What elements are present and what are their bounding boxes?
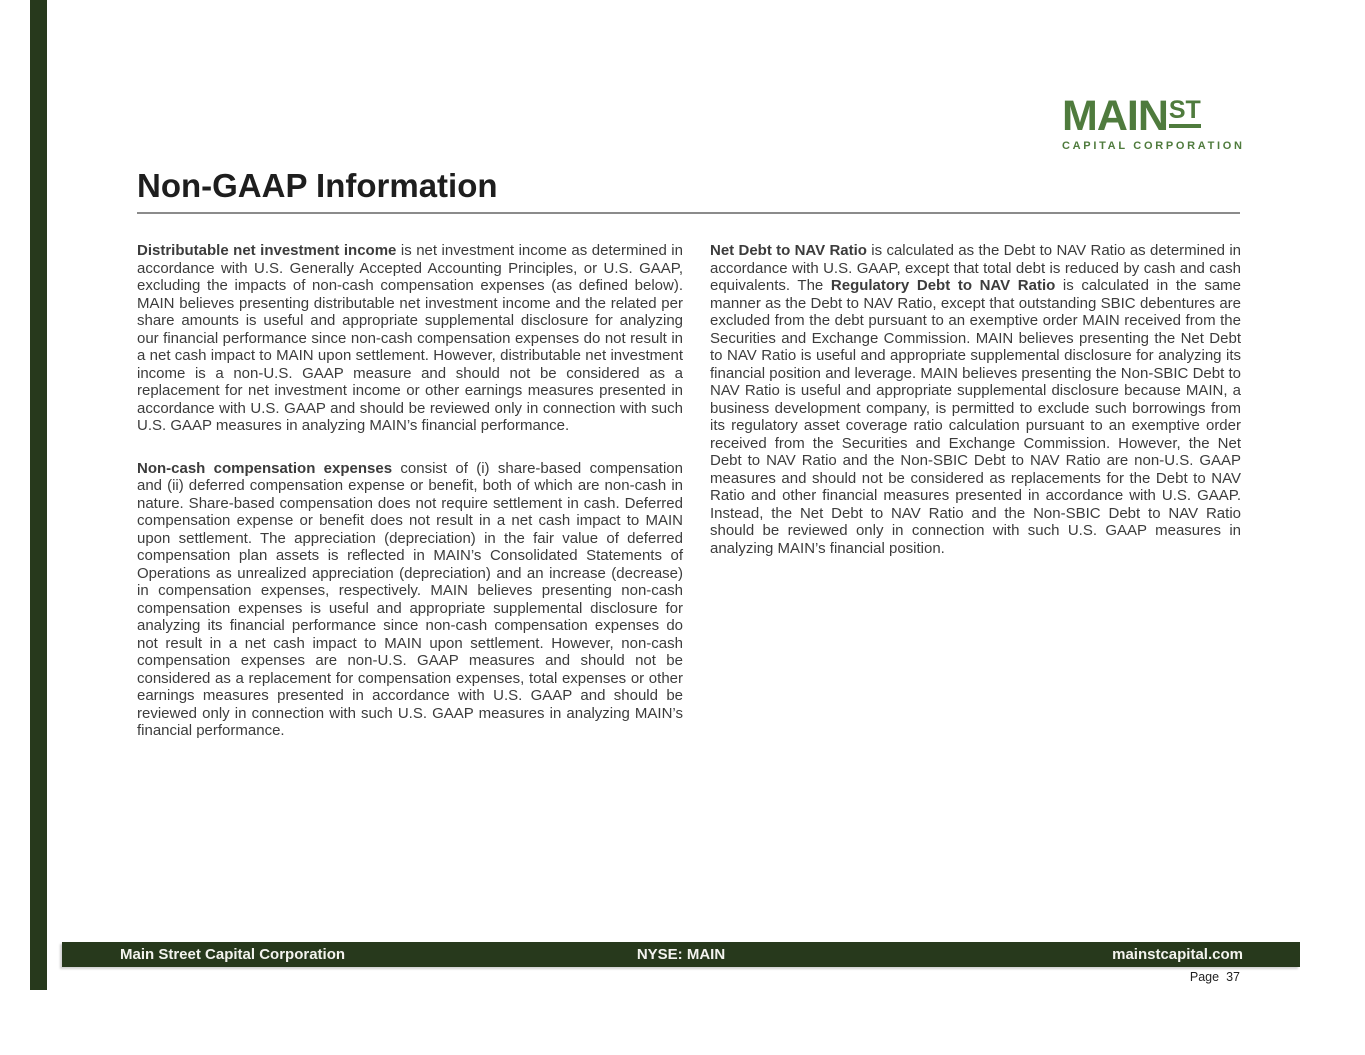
- page-title: Non-GAAP Information: [137, 167, 498, 204]
- paragraph: [137, 242, 683, 435]
- footer-bar: [62, 942, 1300, 967]
- term-bold: Non-cash compensation expenses: [137, 459, 393, 477]
- page-number-value: 37: [1226, 970, 1240, 984]
- footer-ticker: NYSE: MAIN: [636, 946, 726, 963]
- page-number-label: Page: [1189, 970, 1220, 984]
- text-run: is net investment income as determined in accordance with U.S. Generally Accepted Accounting Principles, or U.S. GAAP, excluding the impacts of non-cash compensation expenses (as defined below). MAIN believes presenting distributable net investment income and the related per share amounts is useful and appropriate supplemental disclosure for analyzing our financial performance since non-cash compensation expenses do not result in a net cash impact to MAIN upon settlement. However, distributable net investment income is a non-U.S. GAAP measure and should not be considered as a replacement for net investment income or other earnings measures presented in accordance with U.S. GAAP and should be reviewed only in connection with such U.S. GAAP measures in analyzing MAIN’s financial performance.: [137, 242, 683, 434]
- page-number: [1190, 970, 1240, 984]
- footer-website: mainstcapital.com: [1112, 946, 1243, 963]
- term-bold: Regulatory Debt to NAV Ratio: [830, 277, 1056, 294]
- logo-wordmark: [1062, 92, 1232, 140]
- left-column: [137, 242, 683, 765]
- logo-st-superscript: ST: [1169, 98, 1201, 128]
- term-bold: Net Debt to NAV Ratio: [710, 242, 867, 259]
- company-logo: [1062, 92, 1245, 152]
- logo-main-text: MAIN: [1062, 92, 1168, 140]
- term-bold: Distributable net investment income: [137, 242, 397, 259]
- text-run: is calculated as the Debt to NAV Ratio as determined in accordance with U.S. GAAP, except that total debt is reduced by cash and cash equivalents. The: [710, 242, 1242, 294]
- text-run: consist of (i) share-based compensation and (ii) deferred compensation expense or benefit, both of which are non-cash in nature. Share-based compensation does not require settlement in cash. Deferred compensation expense or benefit does not result in a net cash impact to MAIN upon settlement. The appreciation (depreciation) in the fair value of deferred compensation plan assets is reflected in MAIN’s Consolidated Statements of Operations as unrealized appreciation (depreciation) and an increase (decrease) in compensation expenses, respectively. MAIN believes presenting non-cash compensation expenses is useful and appropriate supplemental disclosure for analyzing its financial performance since non-cash compensation expenses do not result in a net cash impact to MAIN upon settlement. However, non-cash compensation expenses are non-U.S. GAAP measures and should not be considered as a replacement for compensation expenses, total expenses or other earnings measures presented in accordance with U.S. GAAP and should be reviewed only in connection with such U.S. GAAP measures in analyzing MAIN’s financial performance.: [137, 459, 683, 739]
- text-run: is calculated in the same manner as the Debt to NAV Ratio, except that outstanding SBIC debentures are excluded from the debt pursuant to an exemptive order MAIN received from the Securities and Exchange Commission. MAIN believes presenting the Net Debt to NAV Ratio is useful and appropriate supplemental disclosure for analyzing its financial position and leverage. MAIN believes presenting the Non-SBIC Debt to NAV Ratio is useful and appropriate supplemental disclosure because MAIN, a business development company, is permitted to exclude such borrowings from its regulatory asset coverage ratio calculation pursuant to an exemptive order received from the Securities and Exchange Commission. However, the Net Debt to NAV Ratio and the Non-SBIC Debt to NAV Ratio are non-U.S. GAAP measures and should not be considered as replacements for the Debt to NAV Ratio and other financial measures presented in accordance with U.S. GAAP. Instead, the Net Debt to NAV Ratio and the Non-SBIC Debt to NAV Ratio should be reviewed only in connection with such U.S. GAAP measures in analyzing MAIN’s financial position.: [710, 277, 1242, 557]
- left-edge-bar: [30, 0, 47, 990]
- footer-company-name: Main Street Capital Corporation: [120, 946, 346, 963]
- paragraph: [137, 460, 683, 740]
- paragraph: [710, 242, 1241, 557]
- title-divider: [137, 212, 1240, 214]
- right-column: [710, 242, 1241, 765]
- body-content: [137, 242, 1241, 765]
- logo-tagline: CAPITAL CORPORATION: [1062, 140, 1245, 152]
